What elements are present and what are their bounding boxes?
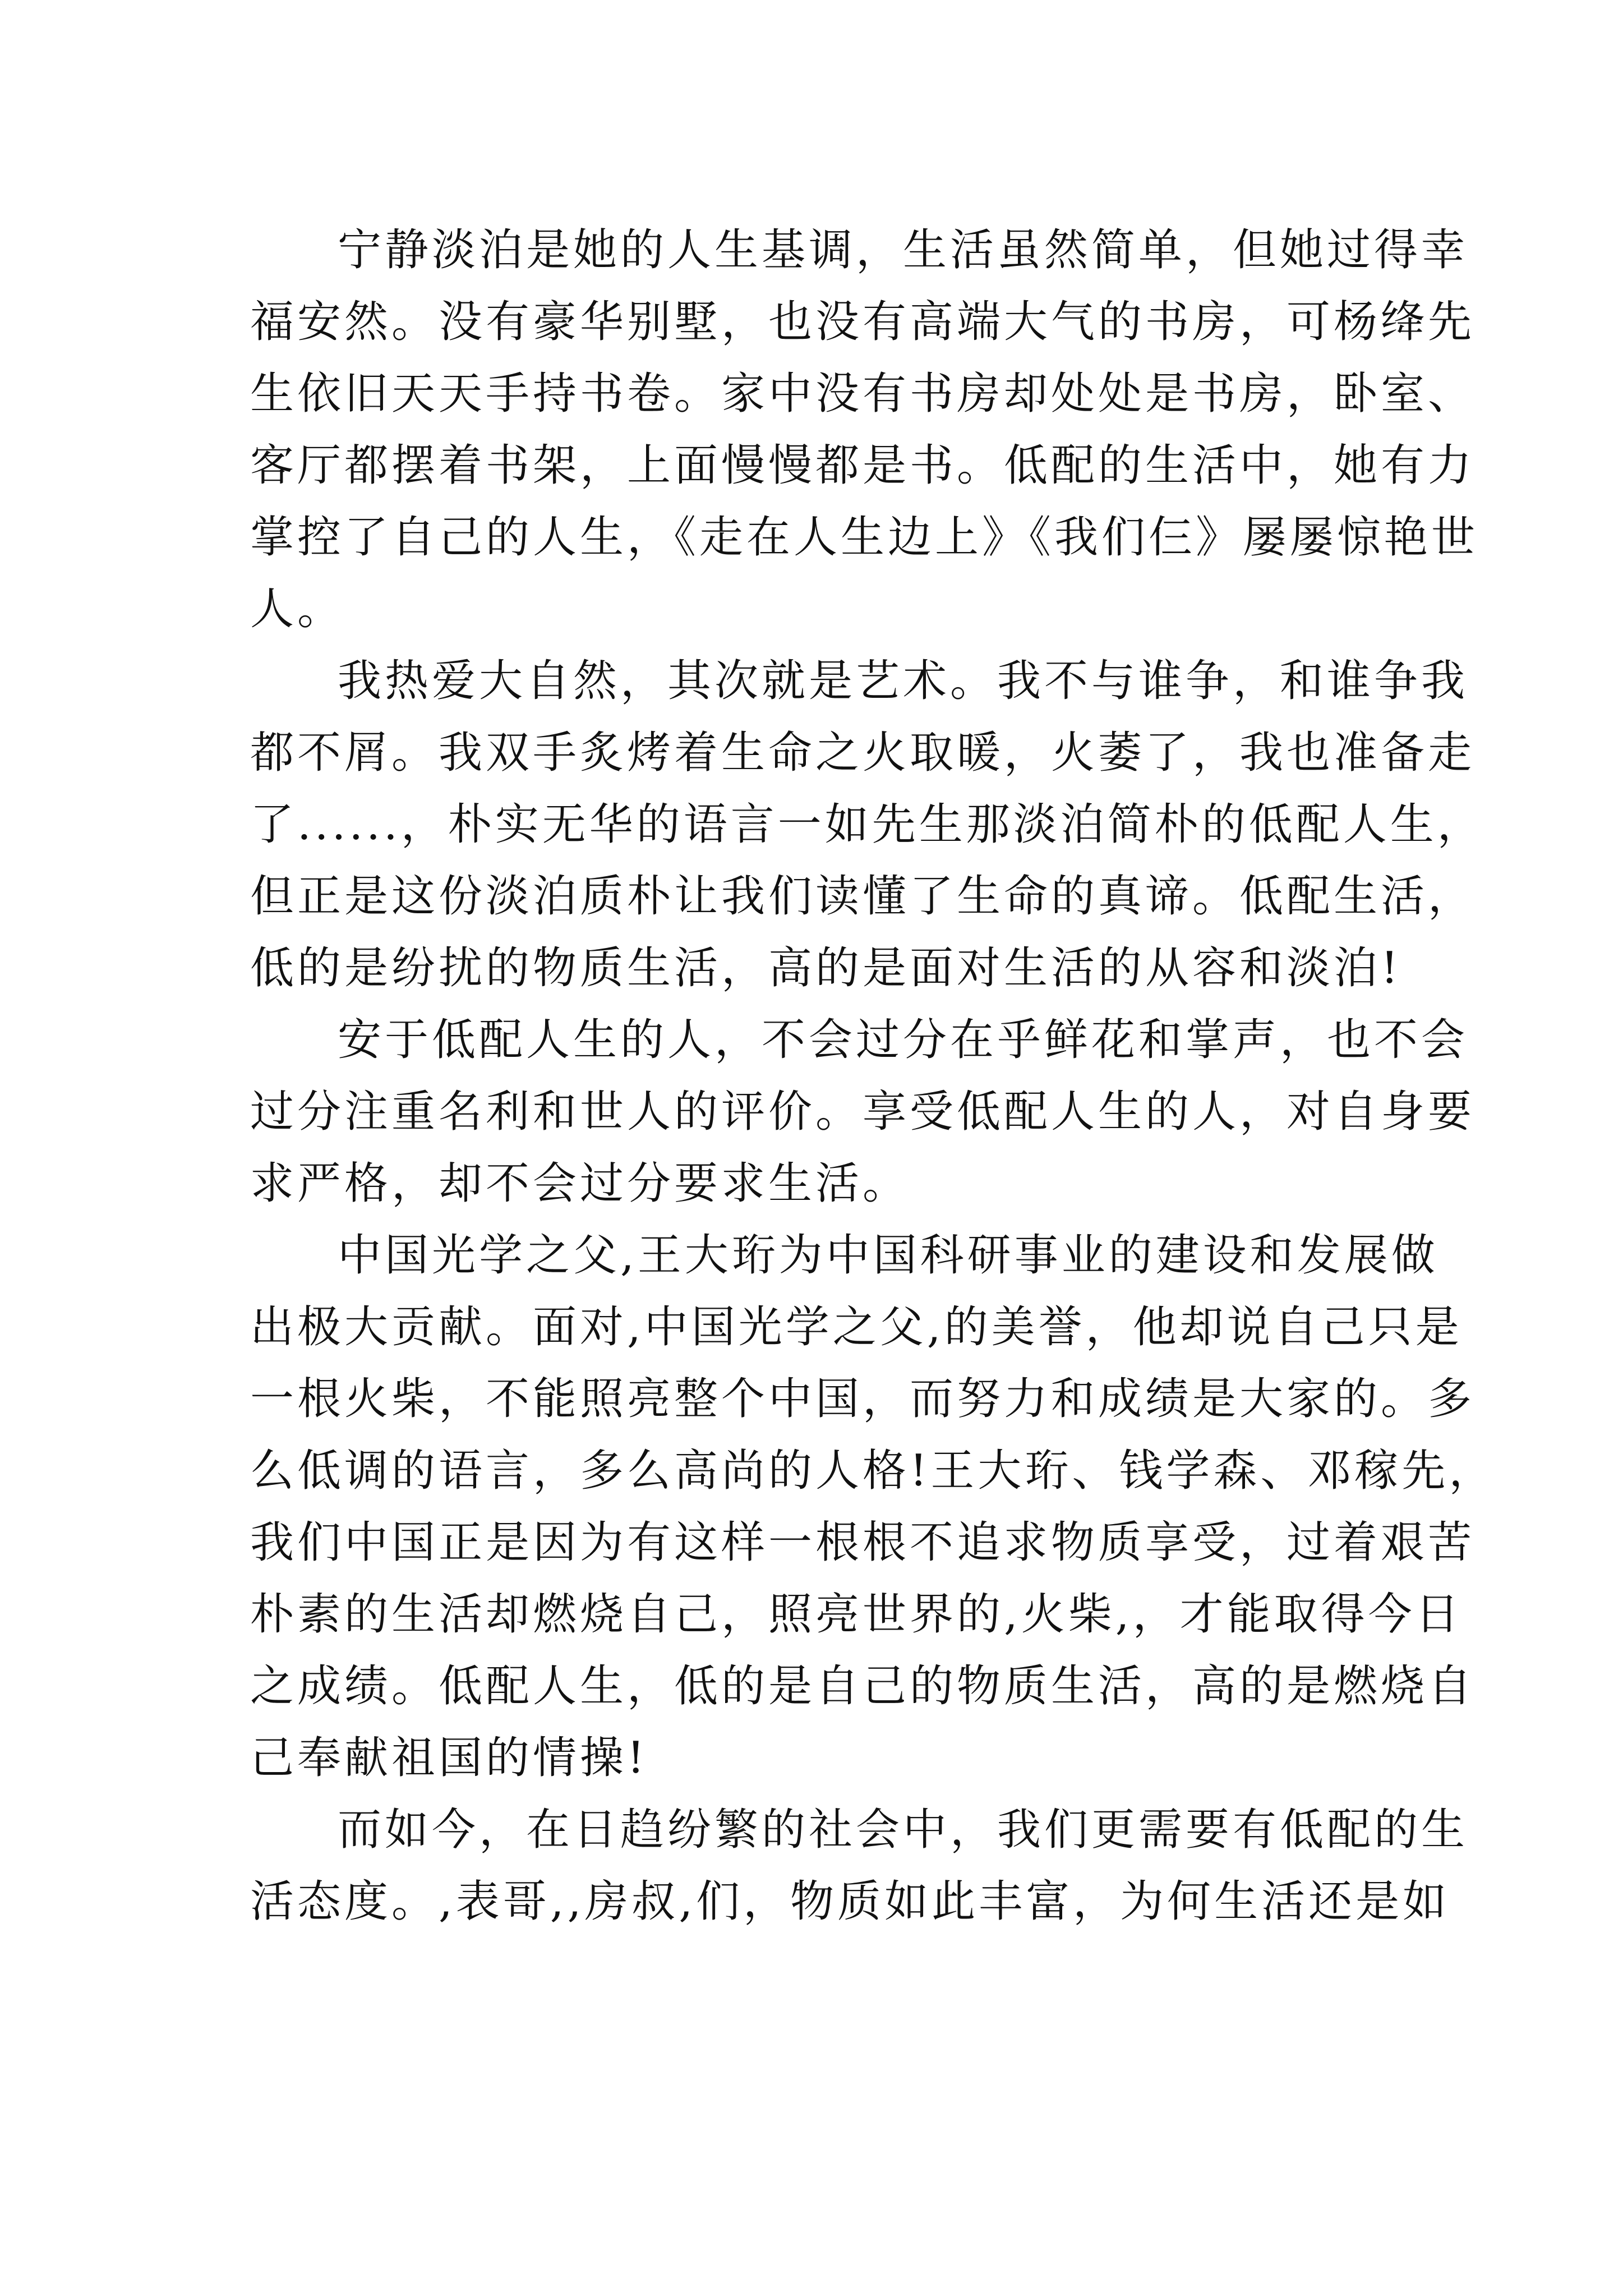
paragraph-3 (250, 1004, 1476, 1220)
paragraph-line: 掌控了自己的人生，《走在人生边上》《我们仨》屡屡惊艳世 (250, 512, 1479, 563)
paragraph-line: 中国光学之父,王大珩为中国科研事业的建设和发展做 (338, 1230, 1438, 1281)
document-body (250, 214, 1496, 1938)
paragraph-line: 低的是纷扰的物质生活，高的是面对生活的从容和淡泊! (250, 943, 1402, 993)
paragraph-1 (250, 214, 1479, 645)
paragraph-line: 福安然。没有豪华别墅，也没有高端大气的书房，可杨绛先 (250, 297, 1476, 347)
paragraph-line: 一根火柴，不能照亮整个中国，而努力和成绩是大家的。多 (250, 1374, 1476, 1424)
paragraph-line: 求严格，却不会过分要求生活。 (250, 1158, 910, 1209)
paragraph-line: 生依旧天天手持书卷。家中没有书房却处处是书房，卧室、 (250, 369, 1476, 419)
paragraph-5 (250, 1794, 1469, 1938)
paragraph-line: 了......，朴实无华的语言一如先生那淡泊简朴的低配人生， (250, 799, 1484, 850)
paragraph-line: 都不屑。我双手炙烤着生命之火取暖，火萎了，我也准备走 (250, 728, 1476, 778)
paragraph-line: 己奉献祖国的情操! (250, 1733, 648, 1783)
paragraph-4 (250, 1220, 1496, 1794)
paragraph-line: 安于低配人生的人，不会过分在乎鲜花和掌声，也不会 (338, 1015, 1469, 1065)
paragraph-line: 出极大贡献。面对,中国光学之父,的美誉，他却说自己只是 (250, 1302, 1463, 1352)
paragraph-line: 而如今，在日趋纷繁的社会中，我们更需要有低配的生 (338, 1805, 1469, 1855)
paragraph-line: 人。 (250, 584, 345, 634)
paragraph-line: 朴素的生活却燃烧自己，照亮世界的,火柴,，才能取得今日 (250, 1589, 1463, 1640)
paragraph-line: 之成绩。低配人生，低的是自己的物质生活，高的是燃烧自 (250, 1661, 1476, 1711)
paragraph-line: 我热爱大自然，其次就是艺术。我不与谁争，和谁争我 (338, 656, 1469, 706)
paragraph-2 (250, 645, 1484, 1004)
paragraph-line: 但正是这份淡泊质朴让我们读懂了生命的真谛。低配生活， (250, 871, 1476, 922)
paragraph-line: 客厅都摆着书架，上面慢慢都是书。低配的生活中，她有力 (250, 440, 1476, 491)
paragraph-line: 活态度。,表哥,,房叔,们，物质如此丰富，为何生活还是如 (250, 1876, 1450, 1927)
paragraph-line: 宁静淡泊是她的人生基调，生活虽然简单，但她过得幸 (338, 225, 1469, 275)
paragraph-line: 么低调的语言，多么高尚的人格!王大珩、钱学森、邓稼先， (250, 1446, 1496, 1496)
paragraph-line: 过分注重名利和世人的评价。享受低配人生的人，对自身要 (250, 1087, 1476, 1137)
paragraph-line: 我们中国正是因为有这样一根根不追求物质享受，过着艰苦 (250, 1517, 1476, 1568)
